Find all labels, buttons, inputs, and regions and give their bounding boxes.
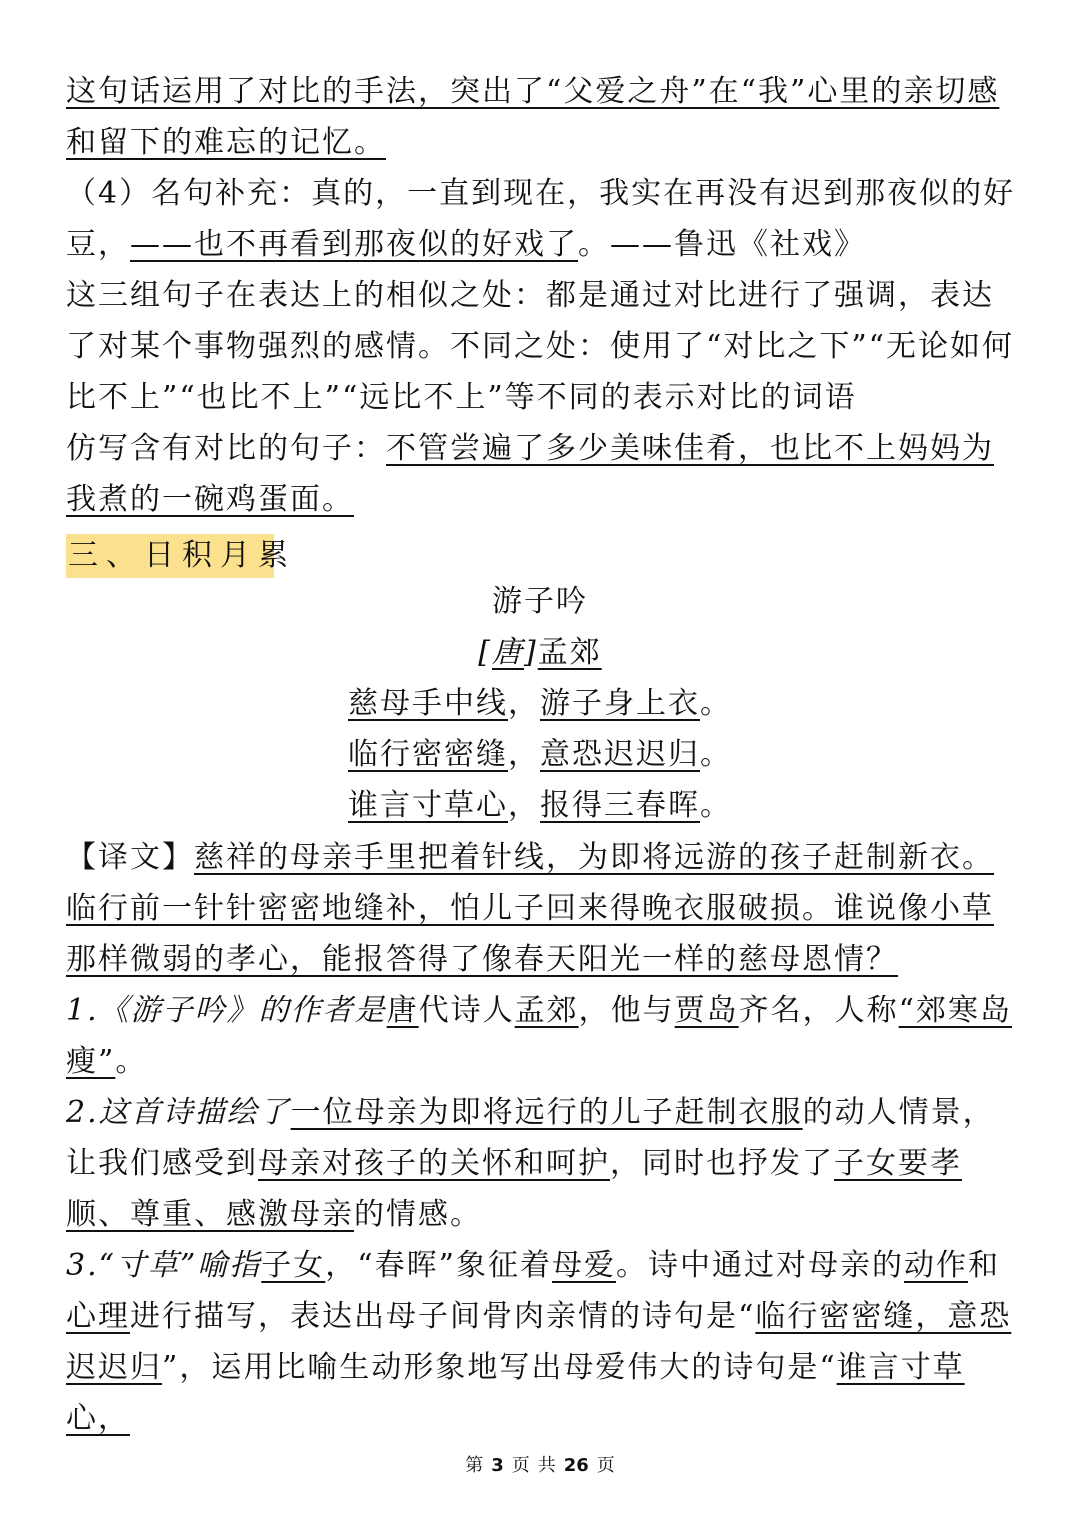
q3-answer-love: 母爱 [551,1248,616,1283]
underlined-answer: 这句话运用了对比的手法，突出了“父爱之舟”在“我”心里的亲切感和留下的难忘的记忆。 [66,74,1000,160]
q1-answer-poet: 孟郊 [514,993,579,1028]
q1-answer-title: “郊寒岛瘦” [66,993,1012,1079]
quote-answer: ——也不再看到那夜似的好戏了 [130,227,578,262]
q3-answer-action: 动作 [903,1248,968,1283]
page-total: 26 [563,1455,589,1476]
q1-answer-peer: 贾岛 [674,993,739,1028]
q3-answer-line: 临行密密缝，意恐迟迟归 [66,1299,1012,1385]
comma: ， [508,737,540,772]
period: 。 [700,686,732,721]
q1-text: 。 [115,1044,148,1079]
paragraph-famous-quote [66,168,1018,270]
paragraph-imitation [66,423,1018,525]
q3-text: 3.“寸草”喻指 [66,1248,262,1283]
paragraph-comparison [66,270,1018,423]
q3-answer-mind: 心理 [66,1299,130,1334]
poem-line-2a: 临行密密缝 [348,737,508,772]
period: 。 [700,788,732,823]
q2-answer-care: 母亲对孩子的关怀和呵护 [258,1146,610,1181]
comma: ， [508,788,540,823]
poem-line-3a: 谁言寸草心 [348,788,508,823]
translation-text: 慈祥的母亲手里把着针线，为即将远游的孩子赶制新衣。临行前一针针密密地缝补，怕儿子回来得晚衣服破损。谁说像小草那样微弱的孝心，能报答得了像春天阳光一样的慈母恩情？ [66,840,994,977]
poem-line-2b: 意恐迟迟归 [540,737,700,772]
poem-line-1a: 慈母手中线 [348,686,508,721]
comma: ， [508,686,540,721]
q1-answer-dynasty: 唐 [386,993,419,1028]
question-1 [66,985,1018,1087]
quote-text: （4）名句补充：真的，一直到现在，我实在再没有迟到那夜似的好豆， [66,176,1016,262]
q3-answer-metaphor: 谁言寸草心， [66,1350,965,1436]
comparison-text: 这三组句子在表达上的相似之处：都是通过对比进行了强调，表达了对某个事物强烈的感情。不同之处：使用了“对比之下”“无论如何比不上”“也比不上”“远比不上”等不同的表示对比的词语 [66,278,1015,415]
q2-text: 的动人情景，让我们感受到 [66,1095,995,1181]
poem-line-3b: 报得三春晖 [540,788,700,823]
footer-text: 共 [537,1455,556,1476]
q3-text: ”，运用比喻生动形象地写出母爱伟大的诗句是“ [162,1350,837,1385]
imitation-answer: 不管尝遍了多少美味佳肴，也比不上妈妈为我煮的一碗鸡蛋面。 [66,431,994,517]
bracket-open: [ [478,635,492,670]
q2-text: 的情感。 [354,1197,482,1232]
poem-title: 游子吟 [492,584,588,619]
q3-text: 和 [967,1248,1000,1283]
q3-text: 进行描写，表达出母子间骨肉亲情的诗句是“ [130,1299,756,1334]
quote-source: 。——鲁迅《社戏》 [578,227,866,262]
q1-text: 齐名，人称 [738,993,899,1028]
q3-text: ，“春晖”象征着 [325,1248,552,1283]
footer-text: 第 [465,1455,484,1476]
q3-answer-children: 子女 [261,1248,326,1283]
q1-text: 1.《游子吟》的作者是 [66,993,387,1028]
poem-line-3 [0,780,1080,831]
bracket-close: ] [524,635,538,670]
question-2 [66,1087,1018,1240]
q2-text: 2.这首诗描绘了 [66,1095,291,1130]
q1-text: ，他与 [578,993,675,1028]
poem-author [0,627,1080,678]
page-number: 3 [491,1455,504,1476]
q2-text: ，同时也抒发了 [610,1146,834,1181]
footer-text: 页 [596,1455,615,1476]
paragraph-contrast-summary [66,66,1018,168]
section-title: 三、日积月累 [68,538,296,573]
translation-label: 【译文】 [66,840,194,875]
q1-text: 代诗人 [418,993,515,1028]
poem-line-1b: 游子身上衣 [540,686,700,721]
paragraph-translation [66,832,1018,985]
q3-text: 。诗中通过对母亲的 [615,1248,904,1283]
poem-dynasty: 唐 [492,635,524,670]
q2-answer-emotion: 子女要孝顺、尊重、感激母亲 [66,1146,962,1232]
footer-text: 页 [511,1455,530,1476]
poem-line-2 [0,729,1080,780]
question-3 [66,1240,1018,1444]
imitation-label: 仿写含有对比的句子： [66,431,386,466]
q2-answer-scene: 一位母亲为即将远行的儿子赶制衣服 [290,1095,803,1130]
page-footer [0,1452,1080,1480]
poem-line-1 [0,678,1080,729]
poem-author-name: 孟郊 [537,635,602,670]
period: 。 [700,737,732,772]
